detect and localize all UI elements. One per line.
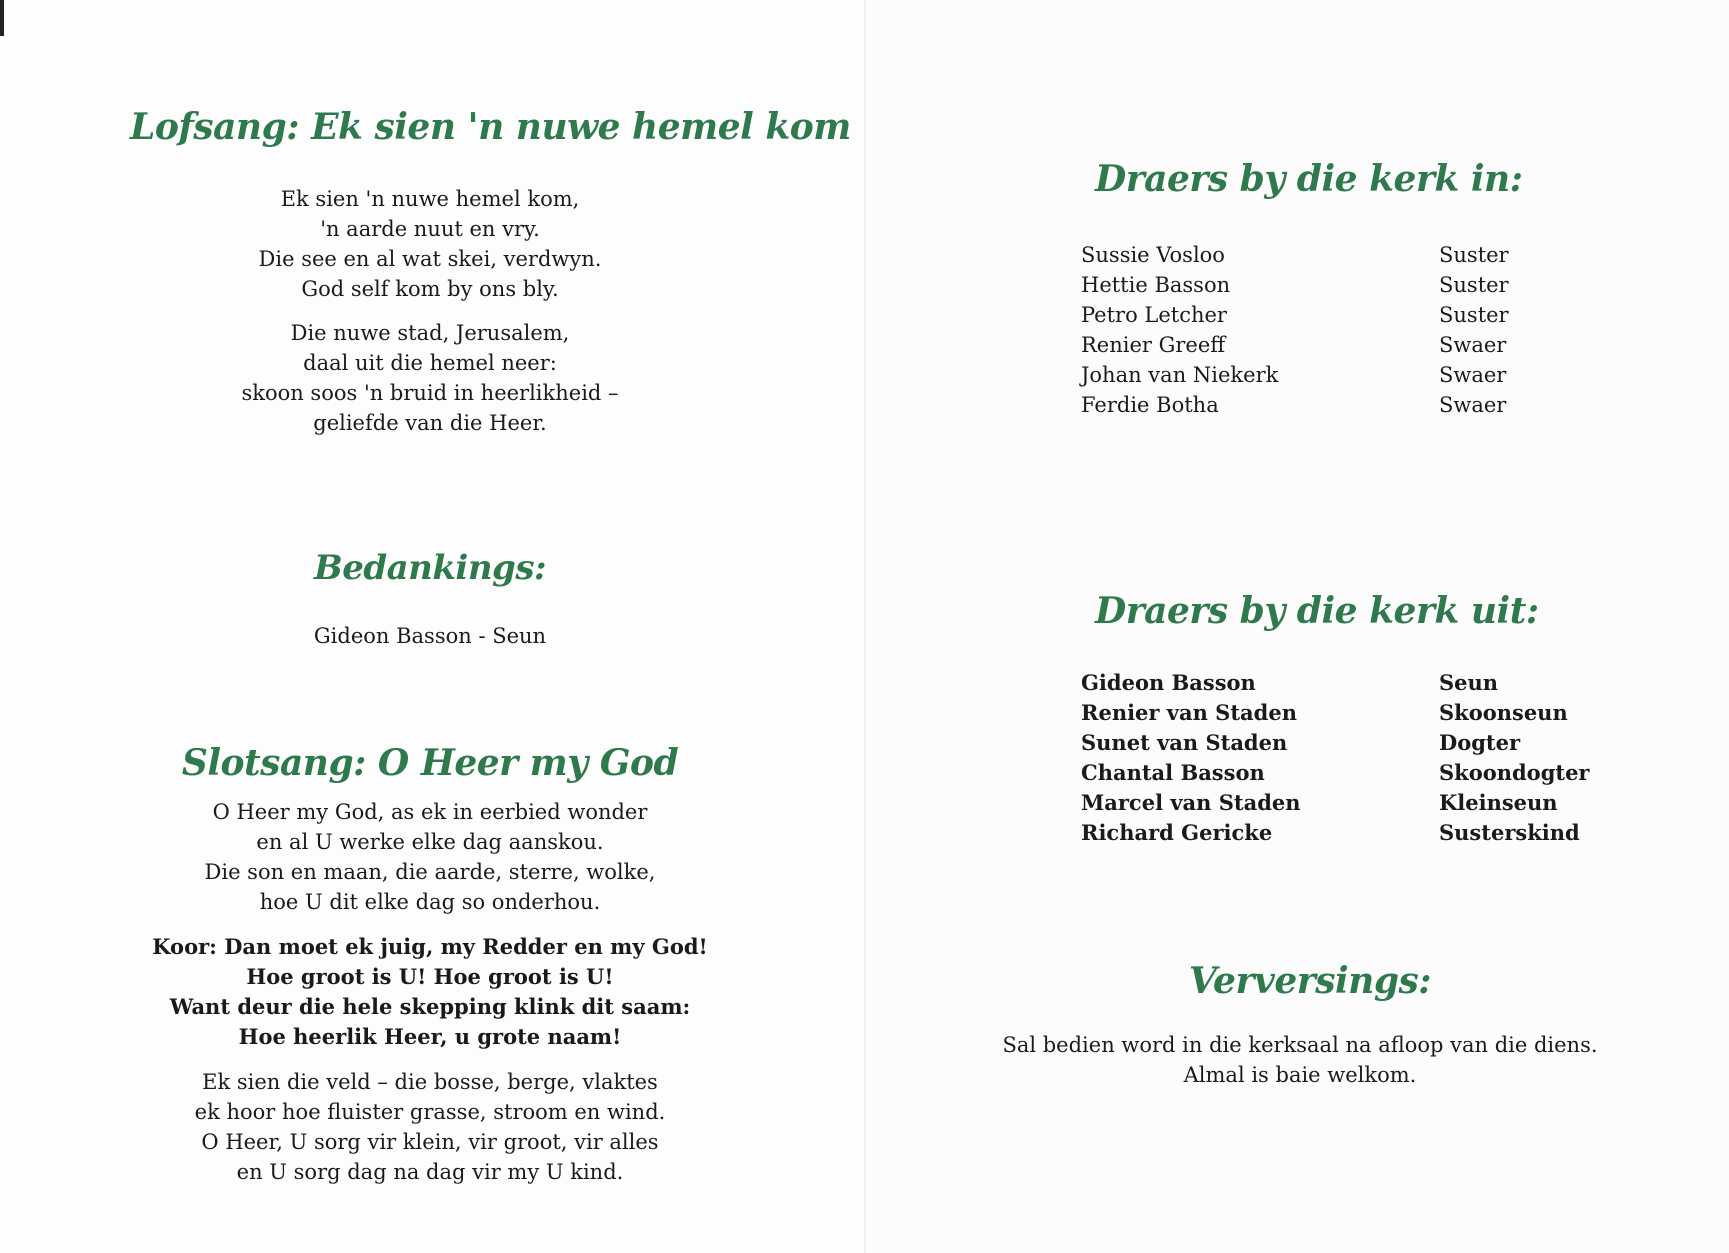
table-row [1081,240,1599,270]
refreshment-line: Almal is baie welkom. [1183,1063,1417,1087]
table-row [1081,818,1599,848]
chorus-line: Want deur die hele skepping klink dit saam: [169,994,691,1019]
lyric-line: Ek sien die veld – die bosse, berge, vlaktes [202,1070,658,1094]
bearer-relation: Dogter [1439,730,1521,755]
lyric-line: en U sorg dag na dag vir my U kind. [236,1160,624,1184]
bearer-relation: Susterskind [1439,820,1580,845]
bearer-relation: Skoondogter [1439,760,1590,785]
bearer-name: Sussie Vosloo [1081,243,1225,267]
table-row [1081,330,1599,360]
lyric-line: Ek sien 'n nuwe hemel kom, [280,187,580,211]
bedankings-line [230,621,630,651]
bearer-name: Renier Greeff [1081,333,1226,357]
lyric-line: ek hoor hoe fluister grasse, stroom en wind. [194,1100,666,1124]
chorus-line: Hoe heerlik Heer, u grote naam! [238,1024,622,1049]
bearer-relation: Kleinseun [1439,790,1558,815]
table-row [1081,390,1599,420]
lyric-line: hoe U dit elke dag so onderhou. [259,890,601,914]
bearer-name: Johan van Niekerk [1081,363,1279,387]
bearer-name: Petro Letcher [1081,303,1227,327]
table-row [1081,360,1599,390]
bearer-relation: Suster [1439,243,1509,267]
bearer-name: Chantal Basson [1081,760,1265,785]
lyric-line: O Heer my God, as ek in eerbied wonder [212,800,648,824]
chorus-line: Koor: Dan moet ek juig, my Redder en my God! [152,934,708,959]
bearer-name: Renier van Staden [1081,700,1297,725]
lyric-line: 'n aarde nuut en vry. [320,217,540,241]
slotsang-chorus [140,932,720,1052]
lofsang-verse-1 [180,184,680,304]
lyric-line: daal uit die hemel neer: [303,351,557,375]
bearer-name: Sunet van Staden [1081,730,1288,755]
verversings-heading: Verversings: [1188,960,1432,1002]
lyric-line: skoon soos 'n bruid in heerlikheid – [241,381,619,405]
lyric-line: Die nuwe stad, Jerusalem, [290,321,570,345]
table-row [1081,758,1599,788]
page-fold [864,0,866,1253]
draers-in-heading: Draers by die kerk in: [1095,158,1523,200]
bearer-name: Richard Gericke [1081,820,1273,845]
table-row [1081,300,1599,330]
bearer-name: Gideon Basson [1081,670,1256,695]
refreshment-line: Sal bedien word in die kerksaal na afloop van die diens. [1002,1033,1598,1057]
draers-uit-table [1081,668,1599,848]
bearer-name: Marcel van Staden [1081,790,1301,815]
lyric-line: en al U werke elke dag aanskou. [256,830,604,854]
bearer-relation: Suster [1439,303,1509,327]
bedankings-heading: Bedankings: [313,548,547,588]
bearer-relation: Suster [1439,273,1509,297]
slotsang-heading: Slotsang: O Heer my God [181,742,679,784]
table-row [1081,270,1599,300]
thanks-text: Gideon Basson - Seun [313,624,547,648]
table-row [1081,668,1599,698]
lyric-line: Die see en al wat skei, verdwyn. [258,247,602,271]
table-row [1081,698,1599,728]
slotsang-verse-2 [160,1067,700,1187]
bearer-name: Ferdie Botha [1081,393,1219,417]
corner-mark [0,0,4,36]
bearer-relation: Swaer [1439,393,1507,417]
table-row [1081,788,1599,818]
bearer-relation: Skoonseun [1439,700,1568,725]
lyric-line: God self kom by ons bly. [301,277,559,301]
lyric-line: geliefde van die Heer. [313,411,547,435]
draers-uit-heading: Draers by die kerk uit: [1095,590,1539,632]
draers-in-table [1081,240,1599,420]
verversings-text [980,1030,1620,1090]
chorus-line: Hoe groot is U! Hoe groot is U! [246,964,614,989]
bearer-relation: Swaer [1439,363,1507,387]
lofsang-verse-2 [180,318,680,438]
lyric-line: Die son en maan, die aarde, sterre, wolke, [204,860,656,884]
bearer-relation: Swaer [1439,333,1507,357]
bearer-name: Hettie Basson [1081,273,1231,297]
slotsang-verse-1 [160,797,700,917]
table-row [1081,728,1599,758]
lofsang-heading: Lofsang: Ek sien 'n nuwe hemel kom [130,106,851,148]
lyric-line: O Heer, U sorg vir klein, vir groot, vir alles [201,1130,659,1154]
bearer-relation: Seun [1439,670,1499,695]
